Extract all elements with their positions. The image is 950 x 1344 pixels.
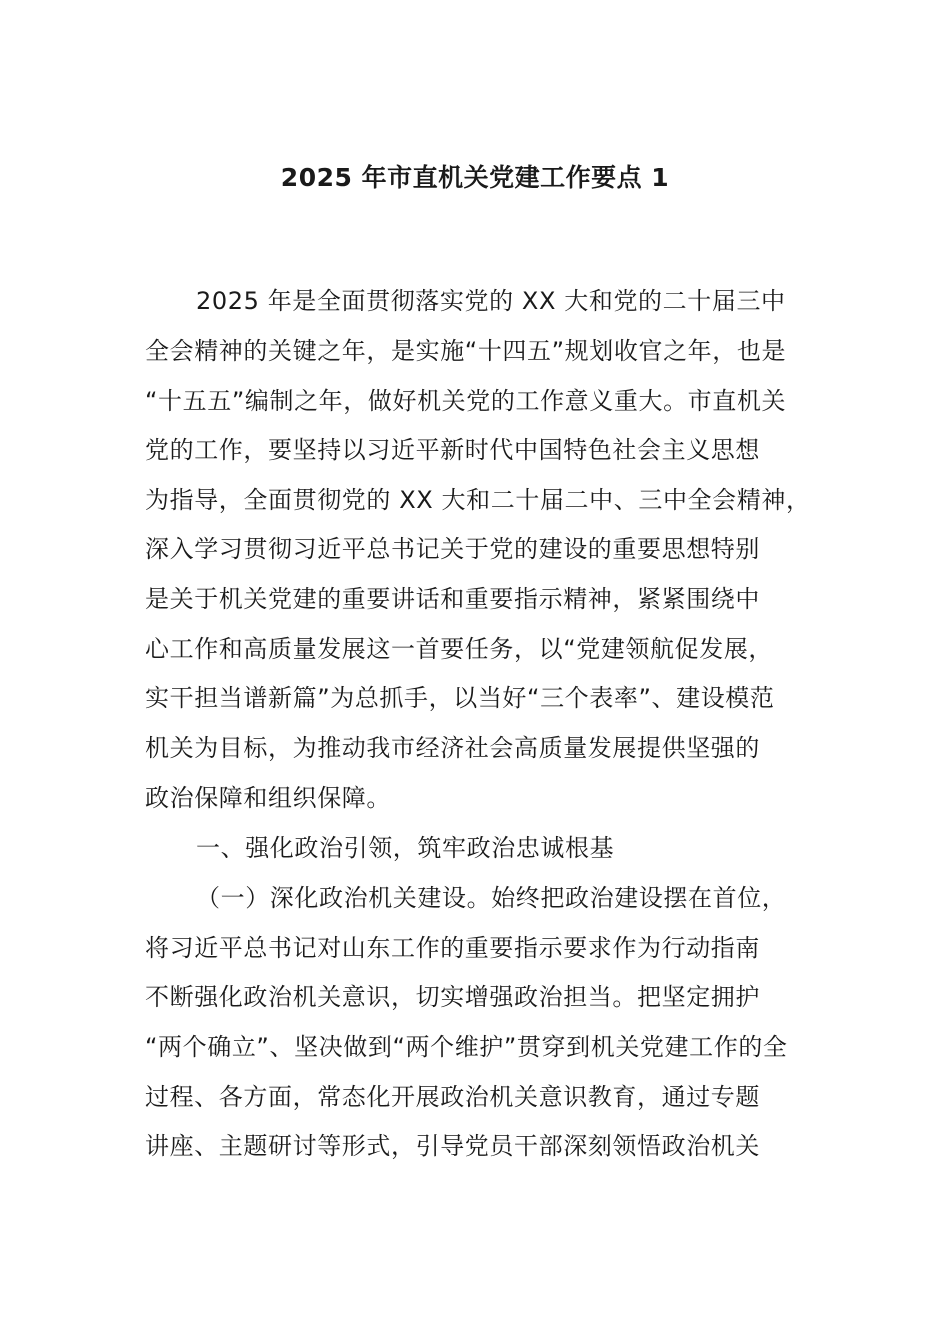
- subsection-line-4: “两个确立”、坚决做到“两个维护”贯穿到机关党建工作的全: [145, 1033, 788, 1061]
- subsection-line-6: 讲座、主题研讨等形式，引导党员干部深刻领悟政治机关: [145, 1132, 760, 1160]
- paragraph-line-9: 实干担当谱新篇”为总抓手，以当好“三个表率”、建设模范: [145, 684, 775, 712]
- subsection-line-5: 过程、各方面，常态化开展政治机关意识教育，通过专题: [145, 1083, 760, 1111]
- paragraph-line-8: 心工作和高质量发展这一首要任务，以“党建领航促发展，: [145, 635, 774, 663]
- paragraph-line-11: 政治保障和组织保障。: [145, 784, 391, 812]
- paragraph-line-6: 深入学习贯彻习近平总书记关于党的建设的重要思想特别: [145, 535, 760, 563]
- subsection-line-2: 将习近平总书记对山东工作的重要指示要求作为行动指南: [145, 934, 760, 962]
- paragraph-line-7: 是关于机关党建的重要讲话和重要指示精神，紧紧围绕中: [145, 585, 760, 613]
- subsection-line-3: 不断强化政治机关意识，切实增强政治担当。把坚定拥护: [145, 983, 760, 1011]
- paragraph-line-5: 为指导，全面贯彻党的 XX 大和二十届二中、三中全会精神，: [145, 486, 811, 514]
- paragraph-line-10: 机关为目标，为推动我市经济社会高质量发展提供坚强的: [145, 734, 760, 762]
- paragraph-line-2: 全会精神的关键之年，是实施“十四五”规划收官之年，也是: [145, 337, 787, 365]
- subsection-line-1: （一）深化政治机关建设。始终把政治建设摆在首位，: [196, 884, 787, 912]
- paragraph-line-4: 党的工作，要坚持以习近平新时代中国特色社会主义思想: [145, 436, 760, 464]
- document-title: 2025 年市直机关党建工作要点 1: [280, 163, 670, 192]
- section-heading: 一、强化政治引领，筑牢政治忠诚根基: [196, 834, 615, 862]
- paragraph-line-3: “十五五”编制之年，做好机关党的工作意义重大。市直机关: [145, 387, 787, 415]
- paragraph-line-1: 2025 年是全面贯彻落实党的 XX 大和党的二十届三中: [196, 287, 786, 315]
